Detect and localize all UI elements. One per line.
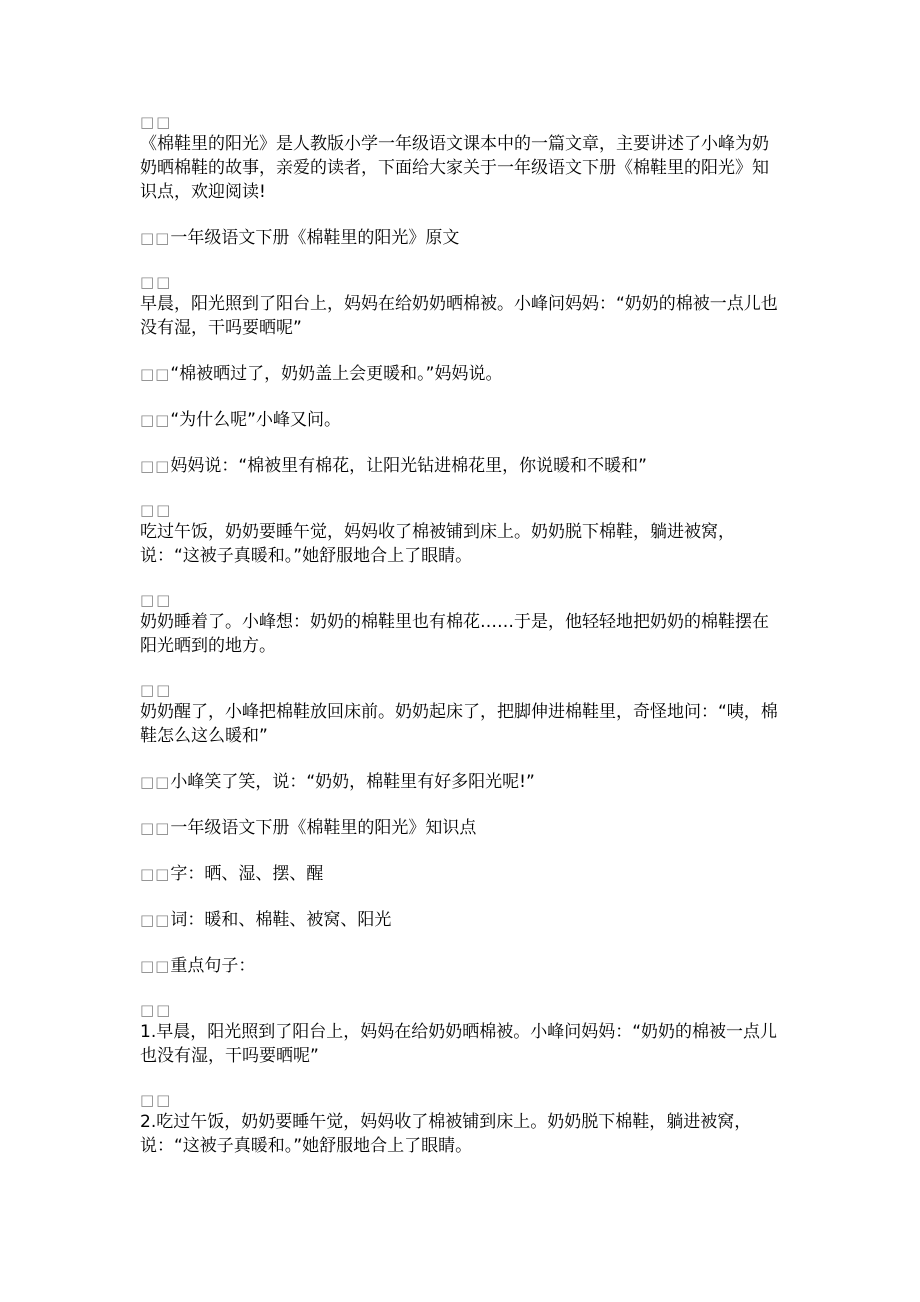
intro-paragraph: 《棉鞋里的阳光》是人教版小学一年级语文课本中的一篇文章，主要讲述了小峰为奶奶晒棉鞋的故事，亲爱的读者，下面给大家关于一年级语文下册《棉鞋里的阳光》知识点，欢迎阅读! [140, 134, 769, 202]
text-paragraph-5: 吃过午饭，奶奶要睡午觉，妈妈收了棉被铺到床上。奶奶脱下棉鞋，躺进被窝，说：“这被子真暖和。”她舒服地合上了眼睛。 [140, 522, 735, 566]
text-paragraph-4-content: 妈妈说：“棉被里有棉花，让阳光钻进棉花里，你说暖和不暖和” [170, 456, 647, 476]
inline-marker: □□ [140, 911, 171, 929]
paragraph-marker: □□ [140, 273, 173, 291]
characters-text: 字：晒、湿、摆、醒 [170, 864, 324, 884]
key-sentence-1: 1.早晨，阳光照到了阳台上，妈妈在给奶奶晒棉被。小峰问妈妈：“奶奶的棉被一点儿也没有湿，干吗要晒呢” [140, 1022, 778, 1066]
document-body [140, 112, 780, 1158]
text-paragraph-2-content: “棉被晒过了，奶奶盖上会更暖和。”妈妈说。 [170, 364, 503, 384]
paragraph-marker: □□ [140, 113, 173, 131]
text-paragraph-4 [140, 454, 780, 478]
text-paragraph-2 [140, 362, 780, 386]
words-text: 词：暖和、棉鞋、被窝、阳光 [170, 910, 392, 930]
section-heading-knowledge-text: 一年级语文下册《棉鞋里的阳光》知识点 [170, 818, 477, 838]
key-sentence-2: 2.吃过午饭，奶奶要睡午觉，妈妈收了棉被铺到床上。奶奶脱下棉鞋，躺进被窝，说：“这被子真暖和。”她舒服地合上了眼睛。 [140, 1112, 752, 1156]
inline-marker: □□ [140, 411, 171, 429]
text-paragraph-6: 奶奶睡着了。小峰想：奶奶的棉鞋里也有棉花……于是，他轻轻地把奶奶的棉鞋摆在阳光晒到的地方。 [140, 612, 769, 656]
text-paragraph-8-content: 小峰笑了笑，说：“奶奶，棉鞋里有好多阳光呢!” [170, 772, 535, 792]
inline-marker: □□ [140, 773, 171, 791]
text-paragraph-3-content: “为什么呢”小峰又问。 [170, 410, 341, 430]
inline-marker: □□ [140, 365, 171, 383]
paragraph-marker: □□ [140, 501, 173, 519]
key-sentences-label [140, 954, 780, 978]
inline-marker: □□ [140, 819, 171, 837]
inline-marker: □□ [140, 457, 171, 475]
paragraph-marker: □□ [140, 1091, 173, 1109]
section-heading-knowledge [140, 816, 780, 840]
inline-marker: □□ [140, 957, 171, 975]
key-sentences-label-text: 重点句子： [170, 956, 256, 976]
text-paragraph-8 [140, 770, 780, 794]
paragraph-marker: □□ [140, 681, 173, 699]
section-heading-text [140, 226, 780, 250]
paragraph-marker: □□ [140, 591, 173, 609]
section-heading-original: 一年级语文下册《棉鞋里的阳光》原文 [170, 228, 460, 248]
text-paragraph-1: 早晨，阳光照到了阳台上，妈妈在给奶奶晒棉被。小峰问妈妈：“奶奶的棉被一点儿也没有湿，干吗要晒呢” [140, 294, 778, 338]
characters-line [140, 862, 780, 886]
inline-marker: □□ [140, 229, 171, 247]
paragraph-marker: □□ [140, 1001, 173, 1019]
text-paragraph-7: 奶奶醒了，小峰把棉鞋放回床前。奶奶起床了，把脚伸进棉鞋里，奇怪地问：“咦，棉鞋怎么这么暖和” [140, 702, 778, 746]
words-line [140, 908, 780, 932]
text-paragraph-3 [140, 408, 780, 432]
inline-marker: □□ [140, 865, 171, 883]
